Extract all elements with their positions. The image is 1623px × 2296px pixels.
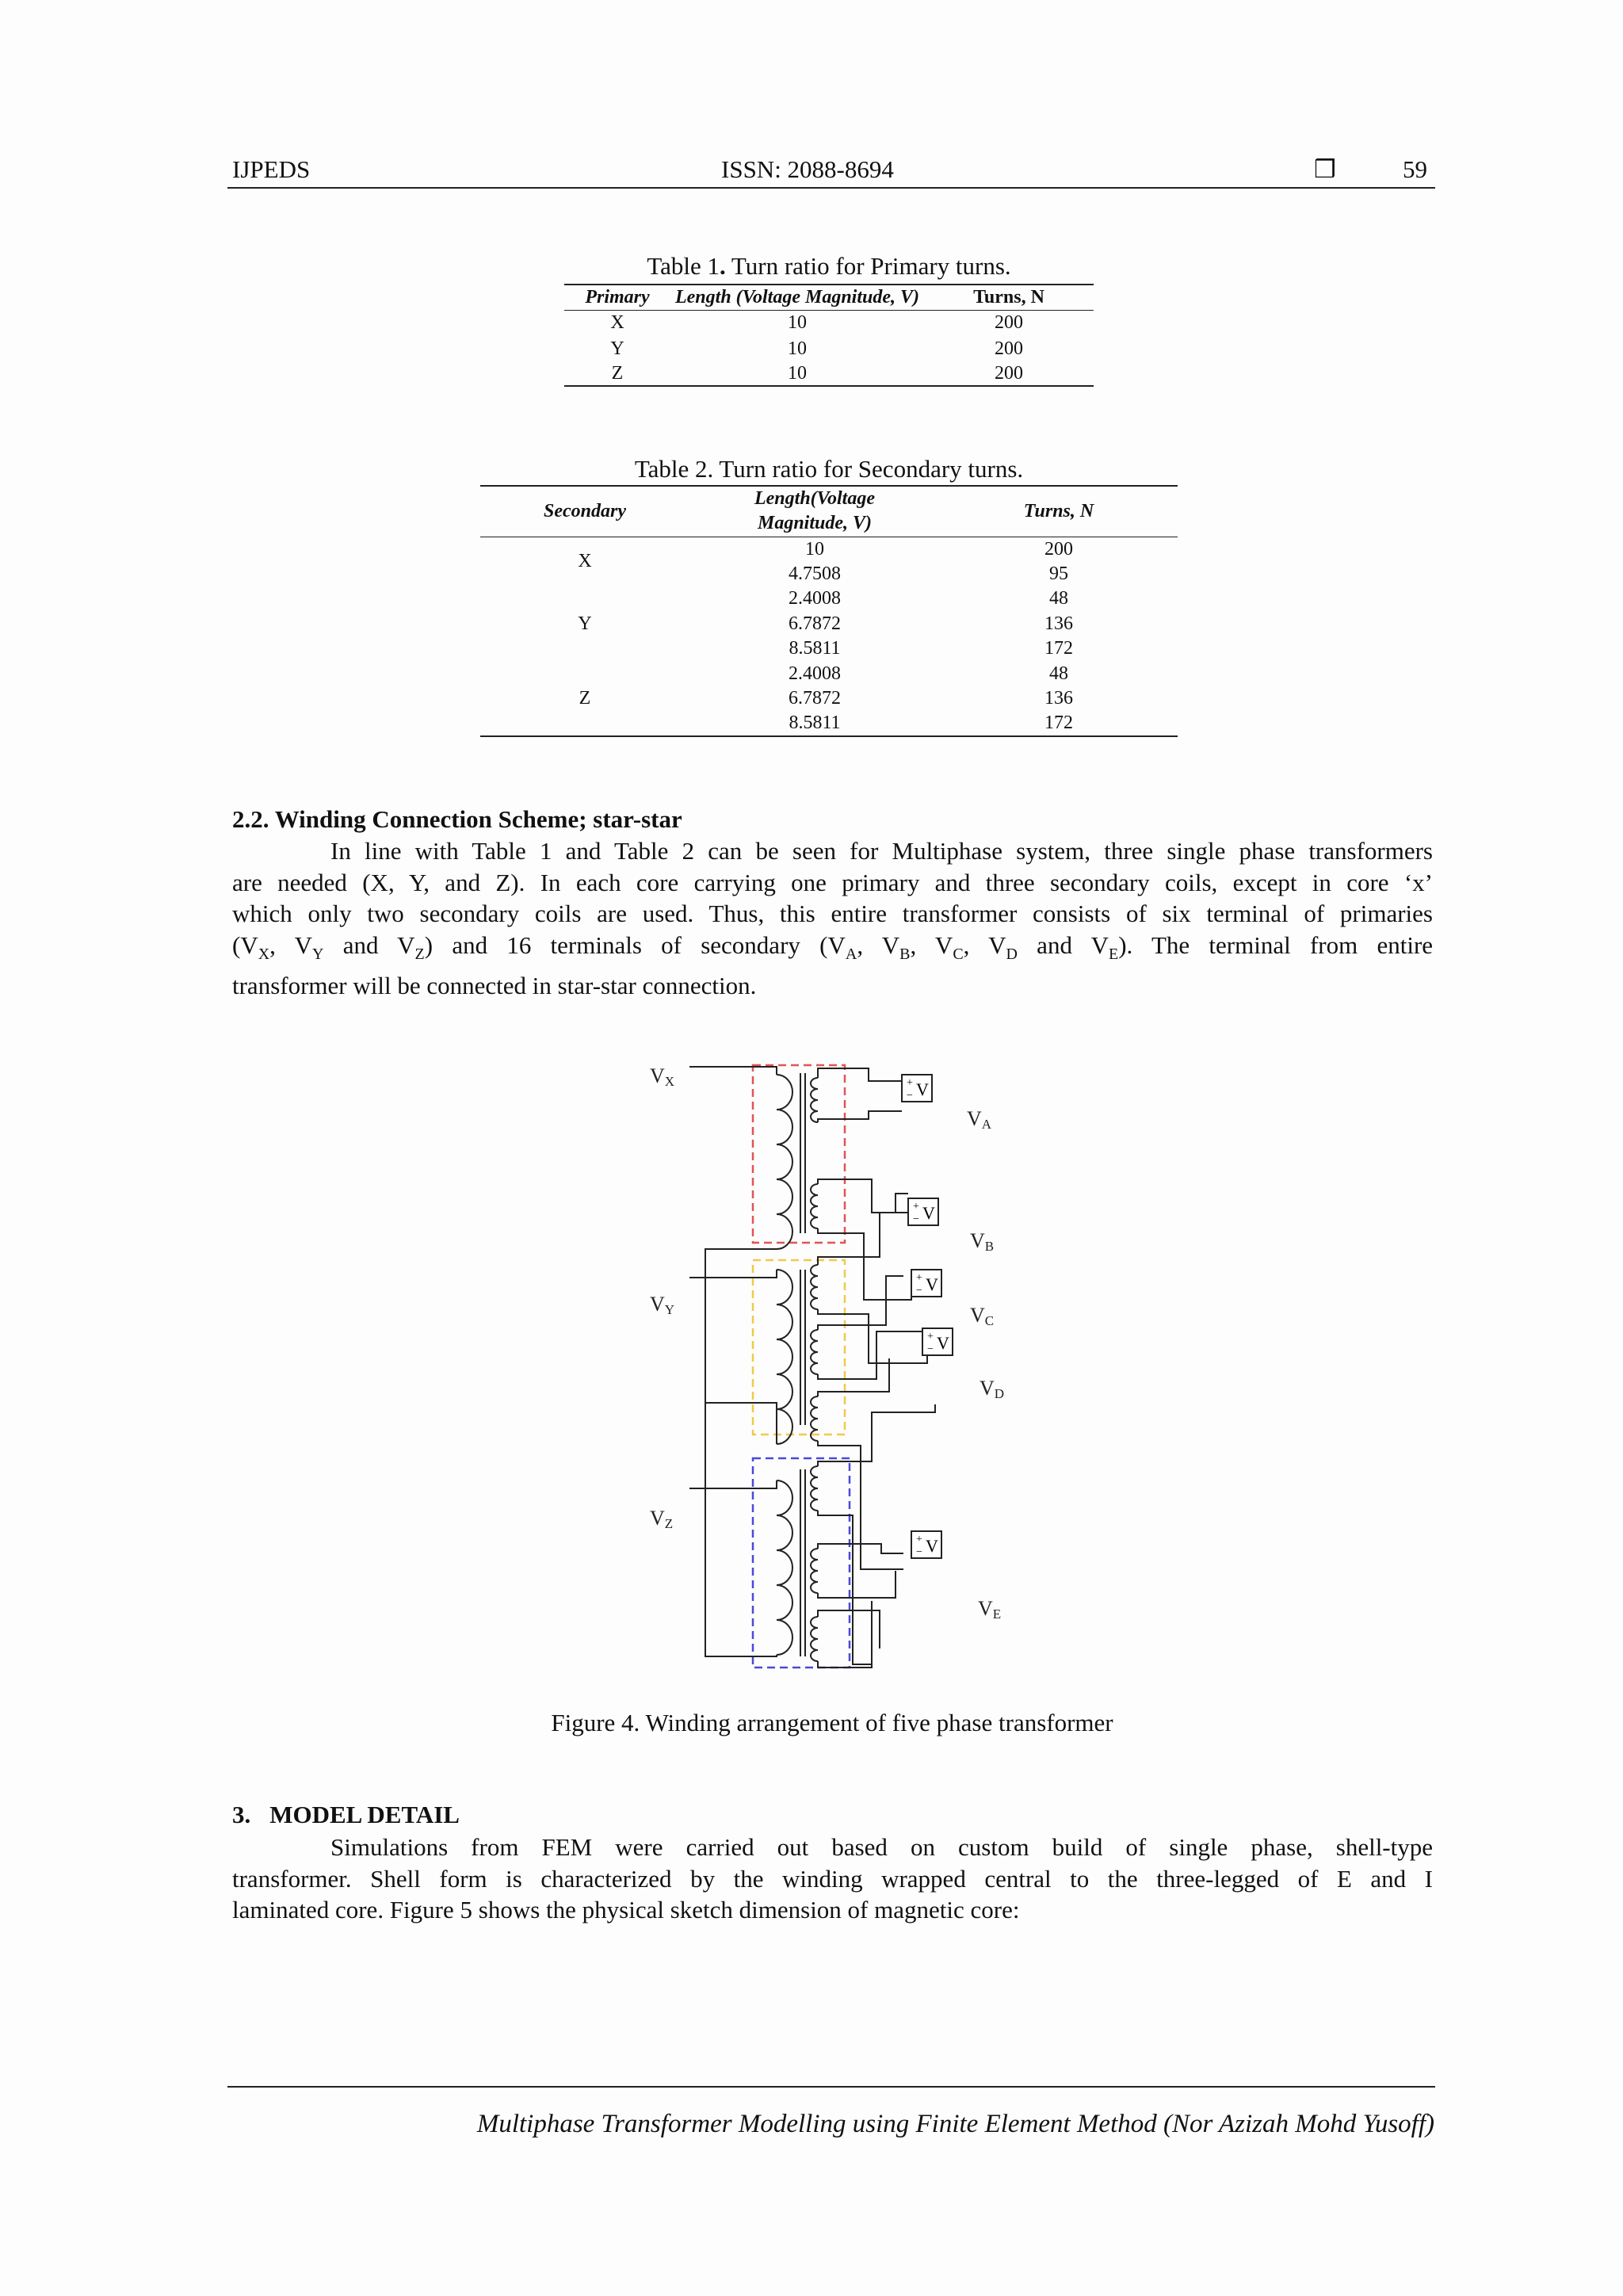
table-row: 8.5811 172 <box>789 712 1073 734</box>
svg-text:+: + <box>916 1272 922 1284</box>
footer-rule <box>227 2086 1435 2088</box>
secondary-coil <box>811 1549 818 1593</box>
secondary-coil <box>811 1184 818 1228</box>
issn: ISSN: 2088-8694 <box>721 155 894 183</box>
table-row: Y 2.4008 48 <box>578 588 1068 634</box>
label-vb: VB <box>970 1229 995 1254</box>
voltmeter-d <box>922 1328 953 1355</box>
core-bars <box>800 1073 805 1656</box>
table1-caption: Table 1. Turn ratio for Primary turns. <box>647 252 1011 280</box>
section-3-heading: 3. MODEL DETAIL <box>232 1801 460 1828</box>
table2-col-length: Length(Voltage Magnitude, V) <box>754 488 875 534</box>
secondary-wiring <box>818 1068 935 1668</box>
secondary-coil <box>811 1466 818 1511</box>
table1-col-primary: Primary <box>585 286 650 308</box>
table-row: 6.7872 136 <box>789 688 1073 709</box>
svg-text:−: − <box>907 1090 913 1102</box>
table-row: X 10 200 <box>578 538 1073 572</box>
svg-text:V: V <box>937 1333 949 1353</box>
table-row: 8.5811 172 <box>789 638 1073 659</box>
voltmeter-c <box>911 1270 941 1297</box>
figure4-diagram <box>634 1046 1030 1688</box>
secondary-coil <box>811 1617 818 1661</box>
svg-text:−: − <box>916 1546 922 1558</box>
label-vy: VY <box>650 1293 675 1317</box>
table2-header-row <box>480 486 1178 537</box>
secondary-coil <box>811 1330 818 1374</box>
svg-text:−: − <box>913 1213 919 1225</box>
secondary-coil <box>811 1265 818 1309</box>
svg-text:+: + <box>907 1077 913 1089</box>
label-vx: VX <box>650 1064 675 1089</box>
para-line-subscripts: ($V_X$, $V_Y$ and $V_Z$) and 16 terminals of secondary ($V_A$, $V_B$, $V_C$, $V_D$ and $V_E$). The terminal from entire <box>232 930 1434 963</box>
svg-text:V: V <box>922 1203 935 1223</box>
primary-coil-z <box>777 1480 792 1655</box>
table2 <box>480 485 1178 737</box>
voltmeter-e <box>911 1531 941 1558</box>
footer-text: Multiphase Transformer Modelling using Finite Element Method (Nor Azizah Mohd Yusoff) <box>476 2110 1434 2138</box>
page-number: 59 <box>1403 155 1427 183</box>
table1-col-turns: Turns, N <box>973 286 1044 308</box>
voltmeter-b <box>908 1198 938 1225</box>
section-3-paragraph: Simulations from FEM were carried out based on custom build of single phase, shell-type transformer. Shell form is characterized by the winding wrapped central to the three-legged of E and I laminated core. Figure 5 shows the physical sketch dimension of magnetic core: <box>232 1833 1433 1924</box>
label-vz: VZ <box>650 1507 674 1531</box>
primary-coil-y <box>777 1270 792 1444</box>
label-ve: VE <box>978 1597 1002 1622</box>
label-vc: VC <box>970 1304 995 1328</box>
table-row: X 10 200 <box>610 312 1023 334</box>
box-icon: ❒ <box>1314 155 1336 183</box>
svg-text:V: V <box>926 1274 938 1294</box>
section-2-2-heading: 2.2. Winding Connection Scheme; star-star <box>232 805 682 833</box>
table-row: Y 10 200 <box>610 338 1023 359</box>
table2-caption: Table 2. Turn ratio for Secondary turns. <box>634 455 1024 483</box>
table-row: Z 10 200 <box>611 362 1023 384</box>
voltmeter-a <box>902 1075 932 1102</box>
section-2-2-paragraph: In line with Table 1 and Table 2 can be seen for Multiphase system, three single phase transformers are needed (X, Y, and Z). In each core carrying one primary and three secondary coils, except in core ‘x’ which only two secondary coils are used. Thus, this entire transformer consists of six terminal of primaries ($V_X$, $V_Y$ and $V_Z$) and 16 terminals of secondary ($V_A$, $V_B$, $V_C$, $V_D$ and $V_E$). The terminal from entire transformer will be connected in star-star connection. <box>232 837 1434 1000</box>
table2-col-secondary: Secondary <box>544 500 626 521</box>
svg-text:−: − <box>916 1285 922 1297</box>
table1-header-row <box>564 285 1094 310</box>
table1-col-length: Length (Voltage Magnitude, V) <box>674 286 920 308</box>
table2-col-turns: Turns, N <box>1023 500 1094 521</box>
table-row: Z 2.4008 48 <box>579 663 1068 709</box>
table-row: 6.7872 136 <box>789 613 1073 634</box>
svg-text:+: + <box>913 1201 919 1213</box>
primary-coil-x <box>777 1075 792 1249</box>
y-core-box <box>753 1260 845 1435</box>
svg-text:V: V <box>926 1536 938 1556</box>
figure4-caption: Figure 4. Winding arrangement of five phase transformer <box>551 1709 1113 1736</box>
label-vd: VD <box>980 1377 1005 1401</box>
svg-text:+: + <box>916 1534 922 1545</box>
table1 <box>564 284 1094 387</box>
svg-text:V: V <box>916 1079 929 1099</box>
x-core-box <box>753 1065 845 1243</box>
table-row: 4.7508 95 <box>789 563 1068 584</box>
header-rule <box>227 187 1435 189</box>
primary-wiring <box>689 1067 777 1656</box>
secondary-coil <box>811 1078 818 1122</box>
svg-text:+: + <box>927 1331 934 1343</box>
journal-name: IJPEDS <box>232 155 311 183</box>
label-va: VA <box>967 1107 992 1132</box>
svg-text:−: − <box>927 1343 934 1355</box>
